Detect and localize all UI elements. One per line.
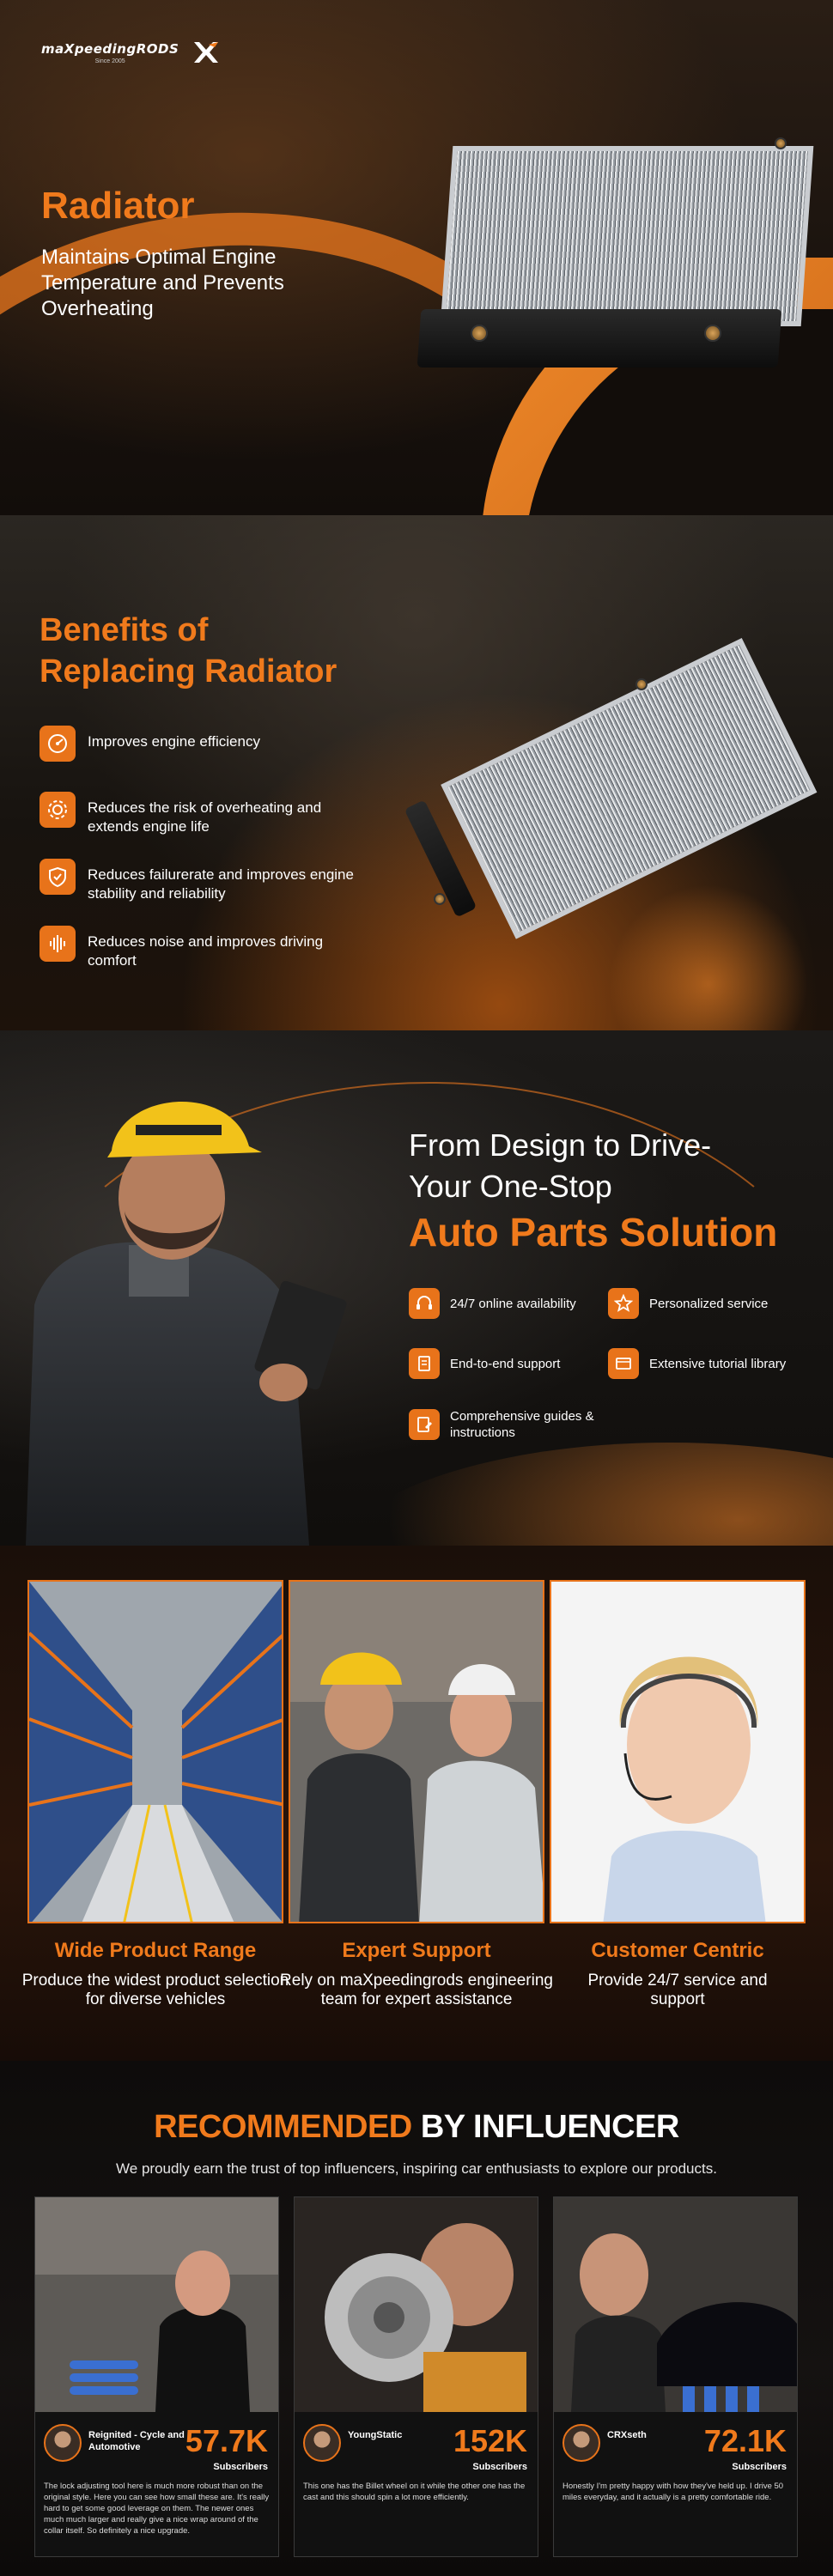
shield-check-icon (40, 859, 76, 895)
feature-text: Personalized service (649, 1296, 769, 1311)
influencer-photo (554, 2197, 798, 2412)
engineers-image-card (289, 1580, 544, 1923)
influencer-info (35, 2412, 279, 2557)
heading-line1: From Design to Drive- (409, 1127, 712, 1163)
benefits-title (40, 610, 337, 692)
star-icon (608, 1288, 639, 1319)
influencer-name: CRXseth (607, 2430, 647, 2440)
sound-wave-icon (40, 926, 76, 962)
influencer-name: Reignited - Cycle and Automotive (88, 2430, 185, 2452)
sparks-decoration (584, 876, 833, 1030)
feature-item (409, 1348, 560, 1379)
subscribers-label: Subscribers (472, 2462, 527, 2472)
benefit-text: Reduces the risk of overheating and extends engine life (88, 799, 322, 835)
feature-item (409, 1288, 576, 1319)
influencer-quote: The lock adjusting tool here is much more robust than on the original style. Here you can see how small these are. It's really hard to get some good leverage on them. The newer ones much much larger and really give a nice wrap around of the collar itself. So definitely a nice upgrade. (44, 2482, 270, 2536)
brand-name: maXpeedingRODS (41, 40, 179, 57)
card-title: Expert Support (342, 1939, 491, 1962)
subscribers-label: Subscribers (732, 2462, 787, 2472)
avatar (562, 2424, 600, 2462)
influencer-quote: Honestly I'm pretty happy with how they've held up. I drive 50 miles everyday, and it actually is a pretty comfortable ride. (562, 2482, 784, 2502)
influencer-card[interactable] (553, 2196, 798, 2557)
benefit-item (40, 726, 371, 762)
warehouse-image-card (27, 1580, 283, 1923)
card-description: Provide 24/7 service and support (587, 1971, 768, 2008)
hero-subtitle: Maintains Optimal Engine Temperature and Prevents Overheating (41, 246, 284, 320)
feature-text: 24/7 online availability (450, 1296, 576, 1311)
brand-since: Since 2005 (94, 58, 125, 64)
heading-line2: Your One-Stop (409, 1169, 612, 1204)
benefits-title-line1: Benefits of (40, 612, 209, 648)
customer-service-image-card (550, 1580, 806, 1923)
influencer-title-accent: RECOMMENDED (154, 2109, 412, 2145)
influencer-quote: This one has the Billet wheel on it while the other one has the cast and this should spin a lot more efficiently. (303, 2482, 526, 2502)
feature-item (409, 1408, 598, 1441)
influencer-name: YoungStatic (348, 2430, 403, 2440)
influencer-photo (35, 2197, 279, 2412)
feature-text: Extensive tutorial library (649, 1356, 787, 1371)
avatar (44, 2424, 82, 2462)
brand-logo[interactable] (41, 39, 222, 65)
influencer-info (554, 2412, 798, 2557)
brand-x-emblem-icon (191, 39, 222, 65)
avatar (303, 2424, 341, 2462)
card-description: Rely on maXpeedingrods engineering team for expert assistance (280, 1971, 553, 2008)
one-stop-heading (409, 1125, 711, 1207)
subscribers-label: Subscribers (213, 2462, 268, 2472)
gauge-icon (40, 726, 76, 762)
influencer-subtitle: We proudly earn the trust of top influencers, inspiring car enthusiasts to explore our products. (116, 2160, 717, 2177)
headset-icon (409, 1288, 440, 1319)
value-cards-section (0, 1546, 833, 2061)
card-title: Customer Centric (591, 1939, 764, 1962)
benefit-text: Reduces noise and improves driving comfort (88, 933, 324, 969)
gear-icon (40, 792, 76, 828)
benefit-text: Improves engine efficiency (88, 733, 260, 750)
benefit-item (40, 792, 371, 836)
one-stop-heading-accent: Auto Parts Solution (409, 1210, 778, 1255)
document-icon (409, 1348, 440, 1379)
benefit-text: Reduces failurerate and improves engine stability and reliability (88, 866, 354, 902)
one-stop-section (0, 1030, 833, 1546)
benefit-item (40, 926, 371, 970)
benefit-item (40, 859, 371, 903)
card-title: Wide Product Range (54, 1939, 257, 1962)
feature-text: End-to-end support (450, 1356, 561, 1371)
feature-item (608, 1288, 768, 1319)
subscriber-count: 57.7K (185, 2423, 268, 2458)
influencer-card[interactable] (294, 2196, 538, 2557)
card-description: Produce the widest product selection for diverse vehicles (21, 1971, 289, 2008)
influencer-photo (295, 2197, 538, 2412)
feature-item (608, 1348, 786, 1379)
benefits-section (0, 515, 833, 1030)
tutorial-icon (608, 1348, 639, 1379)
guide-icon (409, 1409, 440, 1440)
worker-with-tablet-image (0, 1030, 378, 1546)
influencer-card[interactable] (34, 2196, 279, 2557)
influencer-title-rest: BY INFLUENCER (420, 2109, 679, 2145)
subscriber-count: 72.1K (703, 2423, 787, 2458)
hero-title: Radiator (41, 185, 195, 227)
influencer-section (0, 2061, 833, 2576)
benefits-title-line2: Replacing Radiator (40, 653, 337, 690)
influencer-title (0, 2109, 833, 2146)
hero-section (0, 0, 833, 515)
feature-text: Comprehensive guides & instructions (450, 1409, 594, 1440)
subscriber-count: 152K (453, 2423, 527, 2458)
influencer-info (295, 2412, 538, 2557)
